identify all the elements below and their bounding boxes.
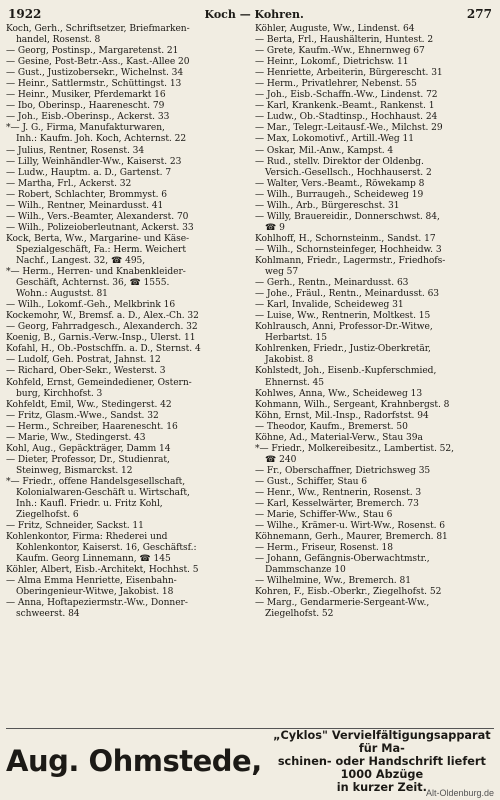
- directory-entry-line: — Max, Lokomotivf., Artill.-Weg 11: [255, 134, 414, 145]
- directory-entry-line: — Fritz, Schneider, Sackst. 11: [6, 521, 144, 532]
- directory-entry-line: — Julius, Rentner, Rosenst. 34: [6, 145, 145, 156]
- directory-entry-line: — Gerh., Rentn., Meinardusst. 63: [255, 278, 409, 289]
- directory-entry-line: Koenig, B., Garnis.-Verw.-Insp., Ulerst. 11: [6, 333, 196, 344]
- directory-entry-line: — Henr., Ww., Rentnerin, Rosenst. 3: [255, 487, 422, 498]
- directory-entry-line: — Berta, Frl., Haushälterin, Huntest. 2: [255, 35, 434, 46]
- directory-entry-line: Kohlenkontor, Firma: Rhederei und: [6, 532, 168, 543]
- page-year: 1922: [8, 7, 42, 21]
- directory-entry-line: — Gust., Justizobersekr., Wichelnst. 34: [6, 68, 184, 79]
- directory-entry-line: Kohlrenken, Friedr., Justiz-Oberkretär,: [255, 344, 431, 355]
- directory-entry-line: — Richard, Ober-Sekr., Westerst. 3: [6, 366, 166, 377]
- directory-entry-line: Kockemohr, W., Bremsf. a. D., Alex.-Ch. 32: [6, 311, 199, 322]
- directory-entry-line: — Rud., stellv. Direktor der Oldenbg.: [255, 156, 424, 167]
- directory-entry-line: — Heinr., Musiker, Pferdemarkt 16: [6, 90, 166, 101]
- page-number: 277: [466, 7, 492, 21]
- directory-entry-line: — Ibo, Oberinsp., Haarenescht. 79: [6, 101, 165, 112]
- directory-entry-line: — Marie, Ww., Stedingerst. 43: [6, 432, 146, 443]
- advertisement-text: [270, 729, 494, 794]
- directory-entry-line: — Wilh., Burraugeh., Scheideweg 19: [255, 189, 424, 200]
- directory-entry-line: — Johann, Gefängnis-Oberwachtmstr.,: [255, 554, 430, 565]
- directory-entry-line: weg 57: [265, 267, 299, 278]
- directory-entry-line: schweerst. 84: [16, 609, 80, 620]
- directory-entry-line: — Lilly, Weinhändler-Ww., Kaiserst. 23: [6, 156, 182, 167]
- directory-entry-line: — Heinr., Sattlermstr., Schüttingst. 13: [6, 79, 182, 90]
- directory-entry-line: Kohl, Aug., Gepäckträger, Damm 14: [6, 443, 171, 454]
- directory-entry-line: — Henriette, Arbeiterin, Bürgerescht. 31: [255, 68, 443, 79]
- directory-entry-line: Versich.-Gesellsch., Hochhauserst. 2: [265, 167, 432, 178]
- directory-entry-line: — Gust., Schiffer, Stau 6: [255, 476, 368, 487]
- directory-entry-line: — Wilhe., Krämer-u. Wirt-Ww., Rosenst. 6: [255, 521, 446, 532]
- directory-entry-line: — Wilh., Arb., Bürgereschst. 31: [255, 200, 400, 211]
- directory-entry-line: — Wilh., Vers.-Beamter, Alexanderst. 70: [6, 211, 189, 222]
- directory-entry-line: — Anna, Hoftapeziermstr.-Ww., Donner-: [6, 598, 188, 609]
- directory-entry-line: — Marie, Schiffer-Ww., Stau 6: [255, 510, 393, 521]
- directory-entry-line: — Martha, Frl., Ackerst. 32: [6, 178, 132, 189]
- right-column: [255, 24, 494, 726]
- ad-line-1: „Cyklos" Vervielfältigungsapparat für Ma-: [273, 728, 491, 755]
- directory-entry-line: Inh.: Kaufl. Friedr. u. Fritz Kohl,: [16, 499, 163, 510]
- directory-entry-line: handel, Rosenst. 8: [16, 35, 101, 46]
- directory-entry-line: — Gesine, Post-Betr.-Ass., Kast.-Allee 20: [6, 57, 190, 68]
- directory-entry-line: Herbartst. 15: [265, 333, 327, 344]
- directory-entry-line: — Alma Emma Henriette, Eisenbahn-: [6, 576, 177, 587]
- directory-entry-line: *— J. G., Firma, Manufakturwaren,: [6, 123, 165, 134]
- directory-entry-line: — Herm., Schreiber, Haarenescht. 16: [6, 421, 178, 432]
- directory-entry-line: *— Herm., Herren- und Knabenkleider-: [6, 267, 186, 278]
- advertisement: [6, 728, 494, 793]
- directory-entry-line: — Dieter, Professor, Dr., Studienrat,: [6, 454, 170, 465]
- directory-entry-line: Köhler, Auguste, Ww., Lindenst. 64: [255, 24, 415, 34]
- directory-entry-line: Kock, Berta, Ww., Margarine- und Käse-: [6, 233, 190, 244]
- directory-entry-line: — Luise, Ww., Rentnerin, Moltkest. 15: [255, 311, 431, 322]
- directory-entry-line: — Ludolf, Geh. Postrat, Jahnst. 12: [6, 355, 161, 366]
- directory-entry-line: — Georg, Fahrradgesch., Alexanderch. 32: [6, 322, 198, 333]
- directory-entry-line: Jakobist. 8: [265, 355, 314, 366]
- page-header: [8, 6, 492, 22]
- directory-entry-line: Kohfeldt, Emil, Ww., Stedingerst. 42: [6, 399, 172, 410]
- directory-entry-line: — Fr., Oberschaffner, Dietrichsweg 35: [255, 465, 431, 476]
- directory-entry-line: — Wilhelmine, Ww., Bremerch. 81: [255, 576, 411, 587]
- directory-entry-line: Kohren, F., Eisb.-Oberkr., Ziegelhofst. 52: [255, 587, 442, 598]
- directory-entry-line: — Marg., Gendarmerie-Sergeant-Ww.,: [255, 598, 430, 609]
- directory-entry-line: Kohmann, Wilh., Sergeant, Krahnbergst. 8: [255, 399, 450, 410]
- directory-entry-line: Oberingenieur-Witwe, Jakobist. 18: [16, 587, 174, 598]
- directory-entry-line: Geschäft, Achternst. 36, ☎ 1555.: [16, 278, 170, 289]
- directory-entry-line: — Fritz, Glasm.-Wwe., Sandst. 32: [6, 410, 159, 421]
- directory-entry-line: Kohlmann, Friedr., Lagermstr., Friedhofs-: [255, 255, 446, 266]
- directory-entry-line: Inh.: Kaufm. Joh. Koch, Achternst. 22: [16, 134, 187, 145]
- directory-entry-line: — Willy, Brauereidir., Donnerschwst. 84,: [255, 211, 440, 222]
- directory-entry-line: — Robert, Schlachter, Brommyst. 6: [6, 189, 168, 200]
- directory-entry-line: Dammschanze 10: [265, 565, 346, 576]
- directory-entry-line: Kohlrausch, Anni, Professor-Dr.-Witwe,: [255, 322, 433, 333]
- directory-entry-line: — Ludw., Ob.-Stadtinsp., Hochhaust. 24: [255, 112, 438, 123]
- ad-line-2: schinen- oder Handschrift liefert 1000 Abzüge: [277, 754, 486, 781]
- directory-entry-line: — Herm., Friseur, Rosenst. 18: [255, 543, 393, 554]
- directory-entry-line: Ziegelhofst. 52: [265, 609, 334, 620]
- directory-entry-line: — Heinr., Lokomf., Dietrichsw. 11: [255, 57, 409, 68]
- directory-entry-line: burg, Kirchhofst. 3: [16, 388, 103, 399]
- directory-entry-line: — Oskar, Mil.-Anw., Kampst. 4: [255, 145, 394, 156]
- directory-entry-line: — Theodor, Kaufm., Bremerst. 50: [255, 421, 408, 432]
- directory-entry-line: — Wilh., Lokomf.-Geh., Melkbrink 16: [6, 300, 176, 311]
- directory-entry-line: Kaufm. Georg Linnemann, ☎ 145: [16, 554, 171, 565]
- left-column: [6, 24, 245, 726]
- directory-entry-line: — Wilh., Schornsteinfeger, Hochheidw. 3: [255, 244, 442, 255]
- directory-entry-line: — Wilh., Polizeioberleutnant, Ackerst. 33: [6, 222, 194, 233]
- directory-entry-line: Köhn, Ernst, Mil.-Insp., Radorfstst. 94: [255, 410, 429, 421]
- directory-entry-line: Kohfeld, Ernst, Gemeindediener, Ostern-: [6, 377, 192, 388]
- directory-entry-line: *— Friedr., offene Handelsgesellschaft,: [6, 476, 186, 487]
- directory-entry-line: ☎ 240: [265, 454, 297, 465]
- directory-entry-line: Kolonialwaren-Geschäft u. Wirtschaft,: [16, 487, 190, 498]
- directory-entry-line: — Karl, Kesselwärter, Bremerch. 73: [255, 499, 419, 510]
- directory-entry-line: — Joh., Eisb.-Oberinsp., Ackerst. 33: [6, 112, 170, 123]
- directory-entry-line: *— Friedr., Molkereibesitz., Lambertist. 52,: [255, 443, 454, 454]
- directory-entry-line: Spezialgeschäft, Fa.: Herm. Weichert: [16, 244, 186, 255]
- directory-entry-line: Steinweg, Bismarckst. 12: [16, 465, 133, 476]
- directory-entry-line: — Wilh., Rentner, Meinardusst. 41: [6, 200, 164, 211]
- directory-entry-line: — Karl, Invalide, Scheideweg 31: [255, 300, 404, 311]
- advertiser-name: Aug. Ohmstede,: [6, 744, 262, 778]
- directory-entry-line: — Ludw., Hauptm. a. D., Gartenst. 7: [6, 167, 172, 178]
- directory-entry-line: — Mar., Telegr.-Leitausf.-We., Milchst. 29: [255, 123, 443, 134]
- directory-entry-line: — Grete, Kaufm.-Ww., Ehnernweg 67: [255, 46, 425, 57]
- directory-entry-line: Kofahl, H., Ob.-Postschffn. a. D., Sternst. 4: [6, 344, 201, 355]
- directory-entry-line: Wohn.: Augustst. 81: [16, 289, 108, 300]
- directory-entry-line: — Karl, Krankenk.-Beamt., Rankenst. 1: [255, 101, 435, 112]
- directory-entry-line: Ehnernst. 45: [265, 377, 325, 388]
- directory-entry-line: — Johe., Fräul., Rentn., Meinardusst. 63: [255, 289, 440, 300]
- page-running-title: Koch — Kohren.: [204, 7, 304, 21]
- directory-entry-line: — Herm., Privatlehrer, Nebenst. 55: [255, 79, 417, 90]
- directory-columns: [6, 24, 494, 726]
- ad-line-3: in kurzer Zeit.: [336, 780, 427, 794]
- directory-entry-line: ☎ 9: [265, 222, 285, 233]
- directory-entry-line: — Georg, Postinsp., Margaretenst. 21: [6, 46, 179, 57]
- directory-entry-line: — Joh., Eisb.-Schaffn.-Ww., Lindenst. 72: [255, 90, 438, 101]
- directory-entry-line: Köhnemann, Gerh., Maurer, Bremerch. 81: [255, 532, 448, 543]
- directory-entry-line: Kohlstedt, Joh., Eisenb.-Kupferschmied,: [255, 366, 437, 377]
- directory-entry-line: Kohlhoff, H., Schornsteinm., Sandst. 17: [255, 233, 436, 244]
- directory-entry-line: Ziegelhofst. 6: [16, 510, 79, 521]
- directory-entry-line: Köhler, Albert, Eisb.-Architekt, Hochhst. 5: [6, 565, 199, 576]
- directory-entry-line: Koch, Gerh., Schriftsetzer, Briefmarken-: [6, 24, 190, 34]
- watermark: Alt-Oldenburg.de: [425, 788, 494, 798]
- directory-entry-line: Kohlenkontor, Kaiserst. 16, Geschäftsf.:: [16, 543, 197, 554]
- directory-entry-line: Kohlwes, Anna, Ww., Scheideweg 13: [255, 388, 423, 399]
- directory-entry-line: Nachf., Langest. 32, ☎ 495,: [16, 255, 146, 266]
- directory-entry-line: — Walter, Vers.-Beamt., Röwekamp 8: [255, 178, 425, 189]
- directory-entry-line: Köhne, Ad., Material-Verw., Stau 39a: [255, 432, 423, 443]
